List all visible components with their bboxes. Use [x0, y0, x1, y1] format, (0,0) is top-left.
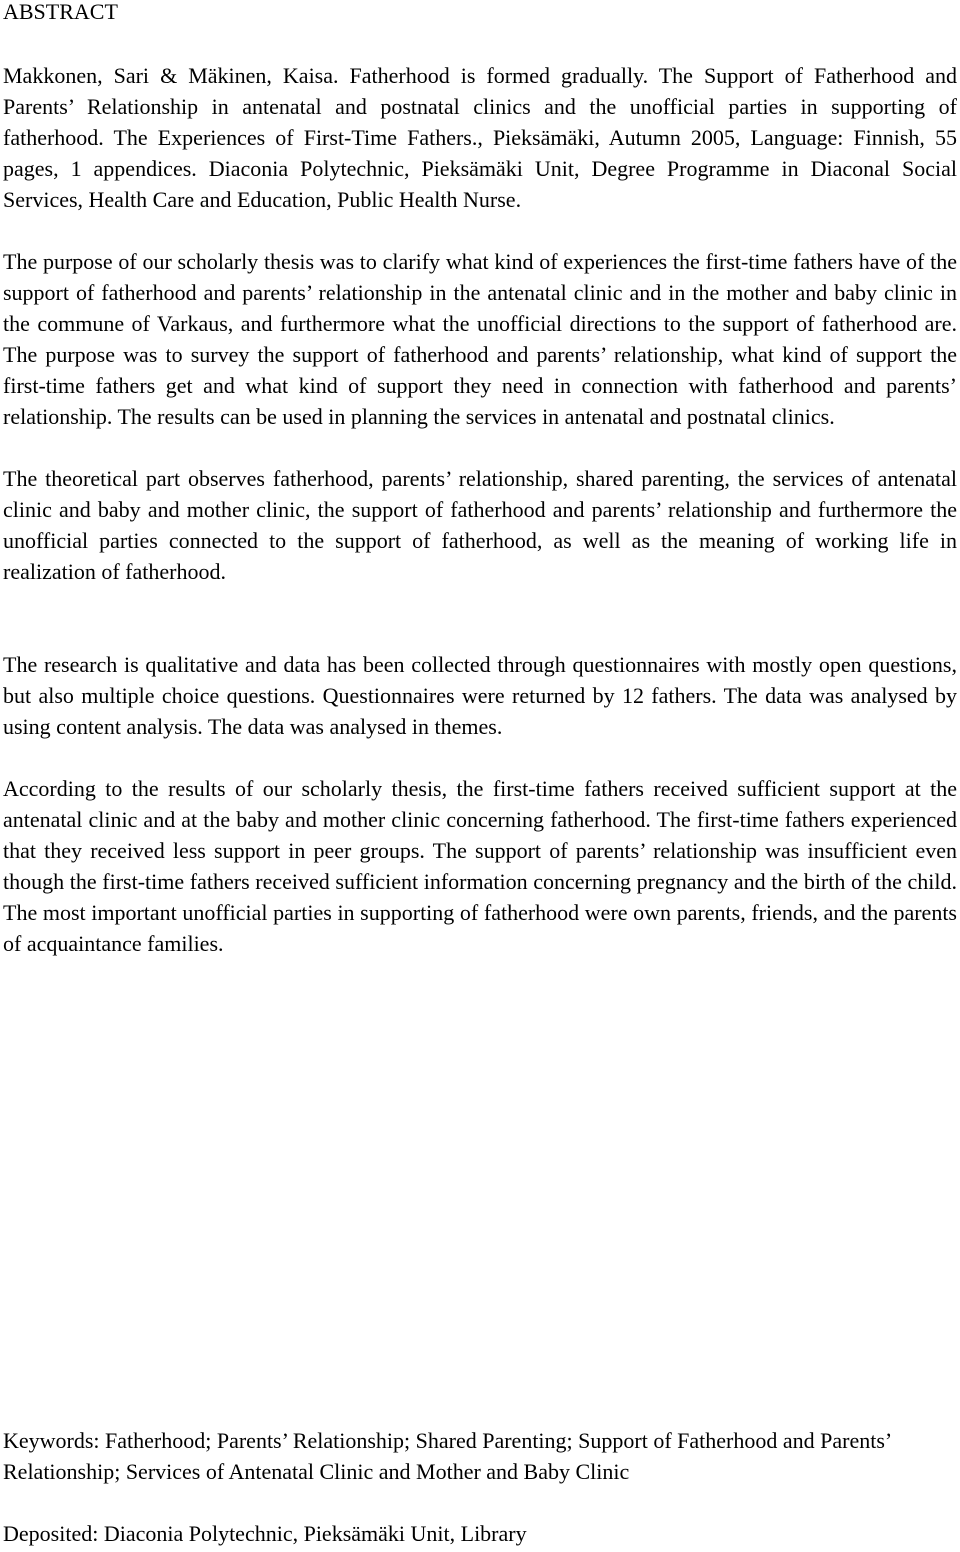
purpose-paragraph: The purpose of our scholarly thesis was to clarify what kind of experiences the first-time fathers have of the support of fatherhood and parents’ relationship in the antenatal clinic and in the mother and baby clinic in the commune of Varkaus, and furthermore what the unofficial directions to the support of fatherhood are. The purpose was to survey the support of fatherhood and parents’ relationship, what kind of support the first-time fathers get and what kind of support they need in connection with fatherhood and parents’ relationship. The results can be used in planning the services in antenatal and postnatal clinics.	[3, 249, 957, 429]
abstract-page	[3, 0, 957, 1546]
citation-paragraph: Makkonen, Sari & Mäkinen, Kaisa. Fatherhood is formed gradually. The Support of Fatherhood and Parents’ Relationship in antenatal and postnatal clinics and the unofficial parties in supporting of fatherhood. The Experiences of First-Time Fathers., Pieksämäki, Autumn 2005, Language: Finnish, 55 pages, 1 appendices. Diaconia Polytechnic, Pieksämäki Unit, Degree Programme in Diaconal Social Services, Health Care and Education, Public Health Nurse.	[3, 63, 957, 212]
results-paragraph: According to the results of our scholarly thesis, the first-time fathers received sufficient support at the antenatal clinic and at the baby and mother clinic concerning fatherhood. The first-time fathers experienced that they received less support in peer groups. The support of parents’ relationship was insufficient even though the first-time fathers received sufficient information concerning pregnancy and the birth of the child. The most important unofficial parties in supporting of fatherhood were own parents, friends, and the parents of acquaintance families.	[3, 776, 957, 956]
abstract-heading: ABSTRACT	[3, 0, 118, 24]
theory-paragraph: The theoretical part observes fatherhood, parents’ relationship, shared parenting, the services of antenatal clinic and baby and mother clinic, the support of fatherhood and parents’ relationship and furthermore the unofficial parties connected to the support of fatherhood, as well as the meaning of working life in realization of fatherhood.	[3, 466, 957, 584]
deposited-text: Deposited: Diaconia Polytechnic, Pieksämäki Unit, Library	[3, 1521, 527, 1546]
keywords-text: Keywords: Fatherhood; Parents’ Relationship; Shared Parenting; Support of Fatherhood and Parents’ Relationship; Services of Antenatal Clinic and Mother and Baby Clinic	[3, 1428, 891, 1484]
method-paragraph: The research is qualitative and data has been collected through questionnaires with mostly open questions, but also multiple choice questions. Questionnaires were returned by 12 fathers. The data was analysed by using content analysis. The data was analysed in themes.	[3, 652, 957, 739]
